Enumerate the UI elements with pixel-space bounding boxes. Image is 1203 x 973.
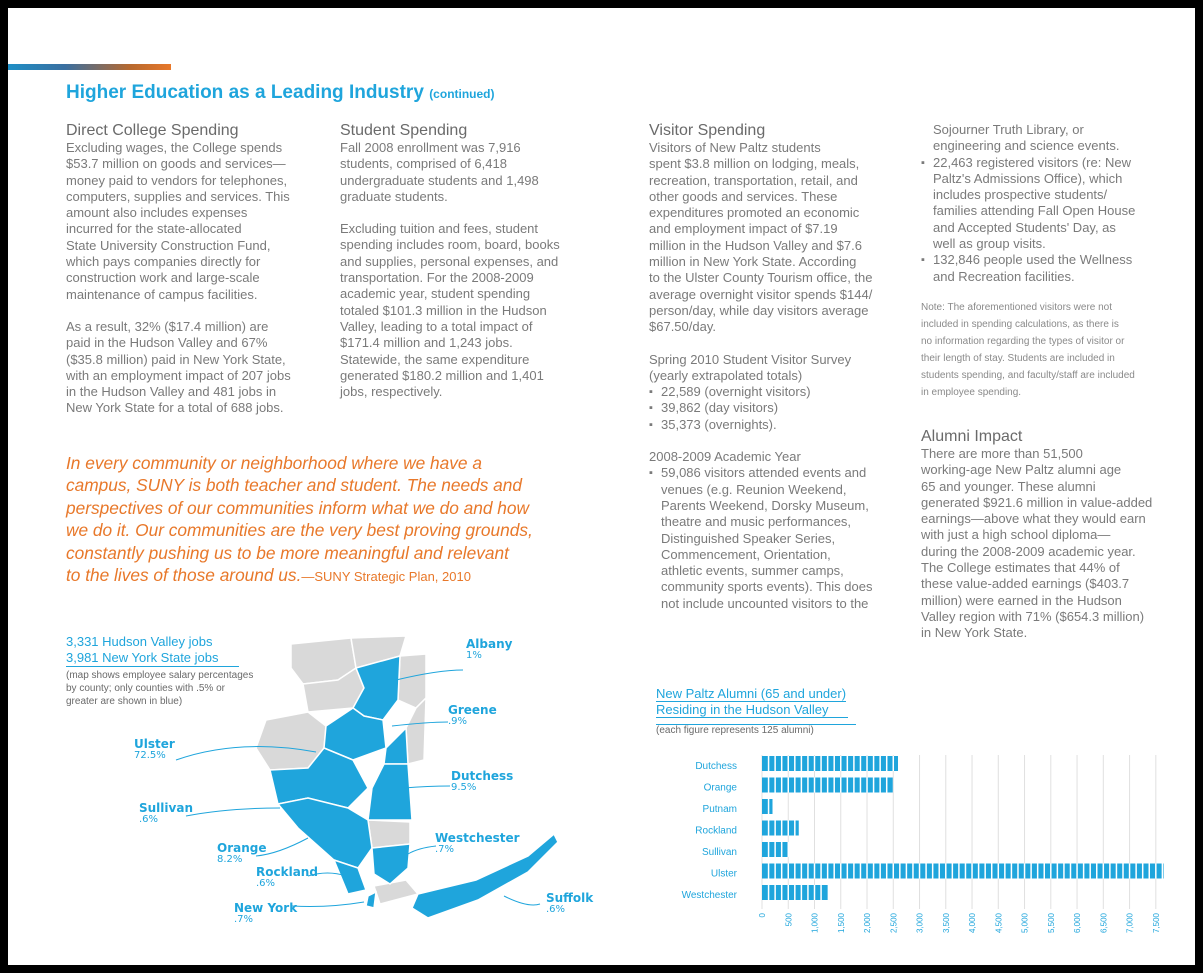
county-shape [278,798,372,868]
tick-label: 2,500 [889,913,899,934]
county-shape [368,764,412,820]
paragraph: Excluding wages, the College spends $53.7 million on goods and services— money paid to vendors for telephones, computers, supplies and services. This amount also includes expenses incurred for the state-allocated State University Construction Fund, which pays companies directly for construction work and large-scale maintenance of campus facilities. [66,140,290,302]
tick-label: 0 [758,913,767,918]
list-item: ▪ 132,846 people used the Wellness and Recreation facilities. [921,252,1171,285]
page [8,8,1195,965]
list-item: ▪ 39,862 (day visitors) [649,400,899,416]
county-shape [406,698,426,764]
county-shape [334,860,366,894]
category-label: Orange [703,782,737,794]
county-label-rockland: Rockland .6% [256,865,318,889]
tick-label: 1,000 [810,913,820,934]
leader-line [186,808,280,816]
quote-source: —SUNY Strategic Plan, 2010 [301,569,471,585]
map-title-line1: 3,331 Hudson Valley jobs [66,634,213,649]
list-item: ▪ 22,463 registered visitors (re: New Paltz's Admissions Office), which includes prospective students/ families attending Fall Open House and Accepted Students' Day, as well as group visits. [921,155,1171,253]
county-shape [372,844,410,884]
year-title: 2008-2009 Academic Year [649,449,801,465]
tick-label: 5,500 [1046,913,1056,934]
county-label-ulster: Ulster 72.5% [134,737,175,761]
tick-label: 6,500 [1099,913,1109,934]
county-label-suffolk: Suffolk .6% [546,891,594,915]
chart-subtitle: (each figure represents 125 alumni) [656,725,814,736]
county-shape [374,880,418,904]
category-label: Rockland [695,825,737,837]
category-label: Ulster [710,868,737,880]
map-title-line2: 3,981 New York State jobs [66,650,239,667]
county-label-dutchess: Dutchess 9.5% [451,769,514,793]
list-item: ▪ 35,373 (overnights). [649,417,899,433]
category-label: Sullivan [701,847,737,858]
county-shape [366,892,376,908]
category-label: Putnam [702,804,737,815]
paragraph: Fall 2008 enrollment was 7,916 students, comprised of 6,418 undergraduate students and 1,498 graduate students. [340,140,539,204]
county-label-westchester: Westchester .7% [435,831,520,855]
page-title: Higher Education as a Leading Industry (continued) [66,82,495,103]
paragraph: Visitors of New Paltz students spent $3.8 million on lodging, meals, recreation, transportation, retail, and other goods and services. These expenditures promoted an economic and employment impact of $7.19 million in the Hudson Valley and $7.6 million in New York State. According to the Ulster County Tourism office, the average overnight visitor spends $144/ person/day, while day visitors average $67.50/day. [649,140,873,335]
tick-label: 7,000 [1125,913,1135,934]
county-label-new-york: New York .7% [234,901,298,925]
county-label-albany: Albany 1% [466,637,513,661]
bar [762,799,773,814]
tick-label: 2,000 [863,913,873,934]
paragraph: Excluding tuition and fees, student spending includes room, board, books and supplies, personal expenses, and transportation. For the 2008-2009 academic year, student spending totaled $101.3 million in the Hudson Valley, leading to a total impact of $171.4 million and 1,243 jobs. Statewide, the same expenditure generated $180.2 million and 1,401 jobs, respectively. [340,221,560,400]
paragraph: As a result, 32% ($17.4 million) are paid in the Hudson Valley and 67% ($35.8 million) paid in New York State, with an employment impact of 207 jobs in the Hudson Valley and 481 jobs in New York State for a total of 688 jobs. [66,318,291,416]
section-heading: Visitor Spending [649,122,766,139]
leader-line [504,896,540,905]
county-shape [368,820,410,848]
category-label: Westchester [681,890,737,901]
section-heading: Direct College Spending [66,122,239,139]
paragraph: There are more than 51,500 working-age New Paltz alumni age 65 and younger. These alumni generated $921.6 million in value-added earnings—above what they would earn with just a high school diploma— during the 2008-2009 academic year. The College estimates that 44% of these value-added earnings ($403.7 million) were earned in the Hudson Valley region with 71% ($654.3 million) in New York State. [921,446,1153,641]
section-heading: Alumni Impact [921,428,1023,445]
tick-label: 4,000 [968,913,978,934]
county-label-orange: Orange 8.2% [217,841,267,865]
tick-label: 500 [784,913,794,927]
county-label-greene: Greene .9% [448,703,497,727]
tick-label: 6,000 [1073,913,1083,934]
list-item: ▪ 59,086 visitors attended events and venues (e.g. Reunion Weekend, Parents Weekend, Dorsky Museum, theatre and music performances, Distinguished Speaker Series, Commencement, Orientation, athletic events, summer camps, community sports events). This does not include uncounted visitors to the [649,465,899,612]
quote-text: In every community or neighborhood where we have a campus, SUNY is both teacher and student. The needs and perspectives of our communities inform what we do and how we do it. Our communities are the very best proving grounds, constantly pushing us to be more meaningful and relevant to the lives of those around us. [66,453,533,586]
tick-label: 3,500 [941,913,951,934]
leader-line [408,846,436,854]
chart-title: New Paltz Alumni (65 and under) Residing in the Hudson Valley [656,686,848,718]
list-item: ▪ 22,589 (overnight visitors) [649,384,899,400]
tick-label: 7,500 [1151,913,1161,934]
county-label-sullivan: Sullivan .6% [139,801,193,825]
title-suffix: (continued) [429,87,495,101]
bar [762,821,799,836]
alumni-bar-chart [658,753,1178,948]
survey-title: Spring 2010 Student Visitor Survey (yearly extrapolated totals) [649,351,852,383]
tick-label: 1,500 [836,913,846,934]
map-note: (map shows employee salary percentages by county; only counties with .5% or greater are shown in blue) [66,670,254,707]
leader-line [404,786,450,788]
county-shape [384,728,408,764]
category-label: Dutchess [695,761,737,772]
section-heading: Student Spending [340,122,468,139]
leader-line [292,902,364,907]
tick-label: 3,000 [915,913,925,934]
tick-label: 5,000 [1020,913,1030,934]
county-shape [398,654,426,708]
continued-text: Sojourner Truth Library, or engineering and science events. [933,122,1120,154]
tick-label: 4,500 [994,913,1004,934]
visitor-note: Note: The aforementioned visitors were not included in spending calculations, as there is no information regarding the types of visitor or their length of stay. Students are included in students spending, and faculty/staff are included in employee spending. [921,301,1135,398]
